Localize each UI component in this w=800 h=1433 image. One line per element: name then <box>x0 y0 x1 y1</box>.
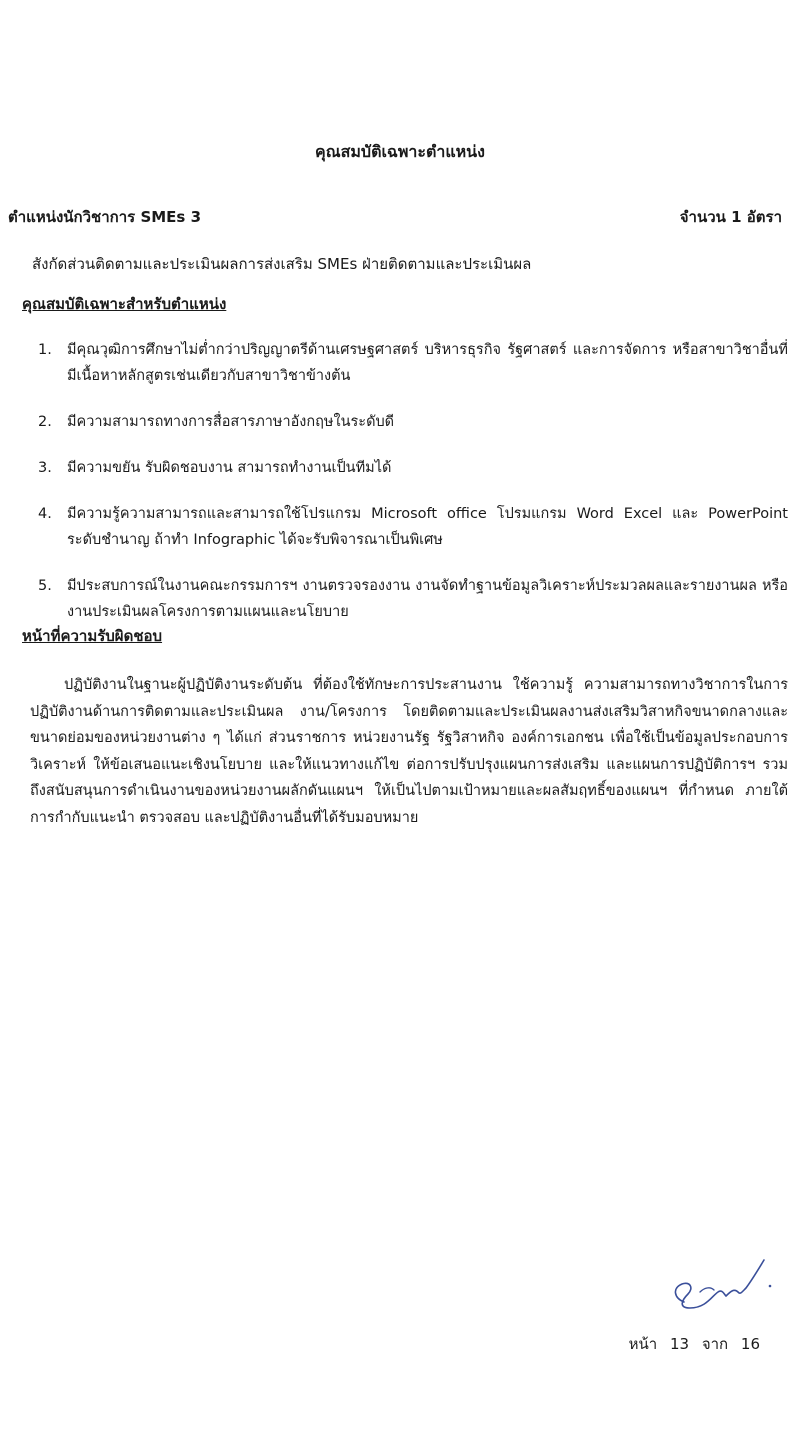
duties-paragraph: ปฏิบัติงานในฐานะผู้ปฏิบัติงานระดับต้น ที่ต้องใช้ทักษะการประสานงาน ใช้ความรู้ ความสามารถทางวิชาการในการปฏิบัติงานด้านการติดตามและประเมินผล งาน/โครงการ โดยติดตามและประเมินผลงานส่งเสริมวิสาหกิจขนาดกลางและขนาดย่อมของหน่วยงานต่าง ๆ ได้แก่ ส่วนราชการ หน่วยงานรัฐ รัฐวิสาหกิจ องค์การเอกชน เพื่อใช้เป็นข้อมูลประกอบการวิเคราะห์ ให้ข้อเสนอแนะเชิงนโยบาย และให้แนวทางแก้ไข ต่อการปรับปรุงแผนการส่งเสริม และแผนการปฏิบัติการฯ รวมถึงสนับสนุนการดำเนินงานของหน่วยงานผลักดันแผนฯ ให้เป็นไปตามเป้าหมายและผลสัมฤทธิ์ของแผนฯ ที่กำหนด ภายใต้การกำกับแนะนำ ตรวจสอบ และปฏิบัติงานอื่นที่ได้รับมอบหมาย <box>30 677 788 826</box>
qualification-number: 4. <box>38 506 52 522</box>
qualification-item <box>0 337 800 389</box>
qualification-number: 3. <box>38 460 52 476</box>
position-quota: จำนวน 1 อัตรา <box>679 208 782 226</box>
qualification-item <box>0 455 800 481</box>
affiliation-line: สังกัดส่วนติดตามและประเมินผลการส่งเสริม SMEs ฝ่ายติดตามและประเมินผล <box>32 255 532 273</box>
qualifications-list <box>0 337 800 645</box>
document-title: คุณสมบัติเฉพาะตำแหน่ง <box>315 142 485 161</box>
qualification-text: มีความขยัน รับผิดชอบงาน สามารถทำงานเป็นทีมได้ <box>67 460 392 476</box>
qualification-number: 5. <box>38 578 52 594</box>
qualification-number: 1. <box>38 342 52 358</box>
qualification-item <box>0 573 800 625</box>
duties-heading: หน้าที่ความรับผิดชอบ <box>22 627 163 645</box>
qualification-item <box>0 409 800 435</box>
qualification-text: มีประสบการณ์ในงานคณะกรรมการฯ งานตรวจรองงาน งานจัดทำฐานข้อมูลวิเคราะห์ประมวลผลและรายงานผล หรืองานประเมินผลโครงการตามแผนและนโยบาย <box>67 578 788 620</box>
qualification-text: มีความสามารถทางการสื่อสารภาษาอังกฤษในระดับดี <box>67 414 395 430</box>
qualification-number: 2. <box>38 414 52 430</box>
position-title: ตำแหน่งนักวิชาการ SMEs 3 <box>8 208 202 226</box>
qualification-text: มีความรู้ความสามารถและสามารถใช้โปรแกรม Microsoft office โปรมแกรม Word Excel และ PowerPoint ระดับชำนาญ ถ้าทำ Infographic ได้จะรับพิจารณาเป็นพิเศษ <box>67 506 788 548</box>
qualifications-heading: คุณสมบัติเฉพาะสำหรับตำแหน่ง <box>22 295 227 313</box>
signature-icon <box>660 1248 780 1318</box>
page-number: หน้า 13 จาก 16 <box>628 1335 760 1353</box>
qualification-text: มีคุณวุฒิการศึกษาไม่ต่ำกว่าปริญญาตรีด้านเศรษฐศาสตร์ บริหารธุรกิจ รัฐศาสตร์ และการจัดการ หรือสาขาวิชาอื่นที่มีเนื้อหาหลักสูตรเช่นเดียวกับสาขาวิชาข้างต้น <box>67 342 788 384</box>
qualification-item <box>0 501 800 553</box>
